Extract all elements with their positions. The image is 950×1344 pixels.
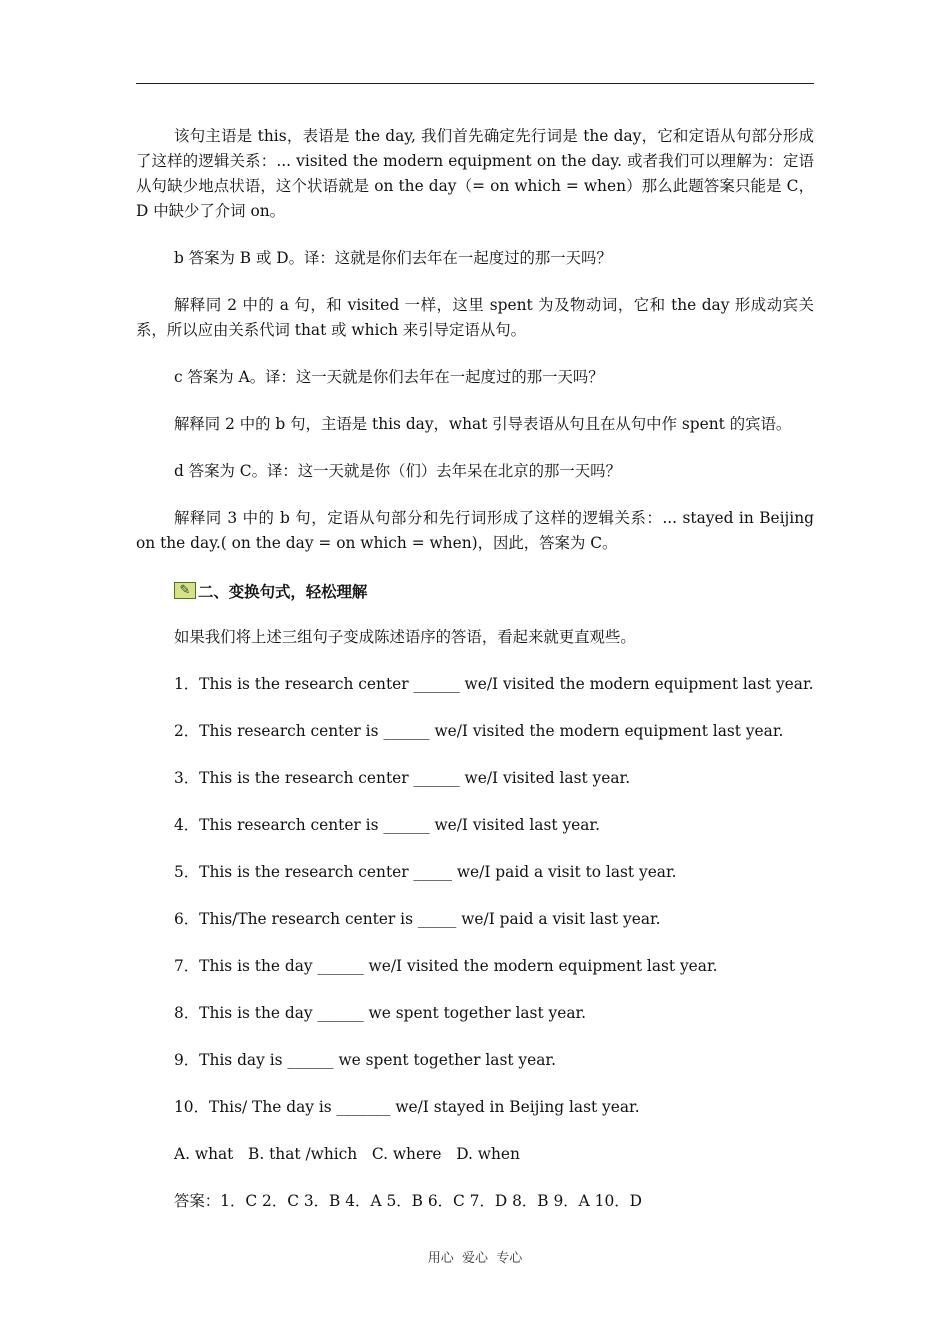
exercise-item: 1．This is the research center ______ we/I visited the modern equipment last year. (174, 675, 814, 693)
paragraph-explanation-b: 解释同 2 中的 a 句，和 visited 一样，这里 spent 为及物动词，它和 the day 形成动宾关系，所以应由关系代词 that 或 which 来引导定语从句。 (136, 296, 814, 339)
paragraph-answer-c: c 答案为 A。译：这一天就是你们去年在一起度过的那一天吗？ (174, 368, 604, 386)
exercise-item: 9．This day is ______ we spent together last year. (174, 1051, 556, 1069)
answer-options: A. what B. that /which C. where D. when (174, 1145, 520, 1163)
exercise-item: 7．This is the day ______ we/I visited the modern equipment last year. (174, 957, 718, 975)
section-title: 二、变换句式，轻松理解 (198, 582, 368, 601)
exercise-item: 6．This/The research center is _____ we/I paid a visit last year. (174, 910, 661, 928)
exercise-item: 4．This research center is ______ we/I visited last year. (174, 816, 600, 834)
paragraph-explanation-a: 该句主语是 this，表语是 the day, 我们首先确定先行词是 the day，它和定语从句部分形成了这样的逻辑关系：... visited the modern equipment on the day. 或者我们可以理解为：定语从句缺少地点状语，这个状语就是 on the day（= on which = when）那么此题答案只能是 C，D 中缺少了介词 on。 (136, 127, 814, 220)
section-intro: 如果我们将上述三组句子变成陈述语序的答语，看起来就更直观些。 (174, 628, 636, 646)
paragraph-explanation-c: 解释同 2 中的 b 句，主语是 this day，what 引导表语从句且在从句中作 spent 的宾语。 (174, 415, 792, 433)
paragraph-answer-b: b 答案为 B 或 D。译：这就是你们去年在一起度过的那一天吗？ (174, 249, 612, 267)
main-content (136, 124, 814, 1236)
pencil-note-icon: ✎ (174, 582, 196, 599)
answer-key: 答案：1．C 2．C 3．B 4．A 5．B 6．C 7．D 8．B 9．A 10．D (174, 1192, 642, 1210)
paragraph-answer-d: d 答案为 C。译：这一天就是你（们）去年呆在北京的那一天吗？ (174, 462, 621, 480)
section-heading (174, 578, 814, 603)
exercise-item: 10．This/ The day is _______ we/I stayed in Beijing last year. (174, 1098, 640, 1116)
header-rule (136, 83, 814, 84)
paragraph-explanation-d: 解释同 3 中的 b 句，定语从句部分和先行词形成了这样的逻辑关系：... stayed in Beijing on the day.( on the day = on which = when)，因此，答案为 C。 (136, 509, 814, 552)
exercise-item: 2．This research center is ______ we/I visited the modern equipment last year. (174, 722, 784, 740)
exercise-item: 5．This is the research center _____ we/I paid a visit to last year. (174, 863, 677, 881)
exercise-item: 8．This is the day ______ we spent together last year. (174, 1004, 587, 1022)
page-footer: 用心 爱心 专心 (427, 1251, 523, 1266)
exercise-item: 3．This is the research center ______ we/I visited last year. (174, 769, 631, 787)
